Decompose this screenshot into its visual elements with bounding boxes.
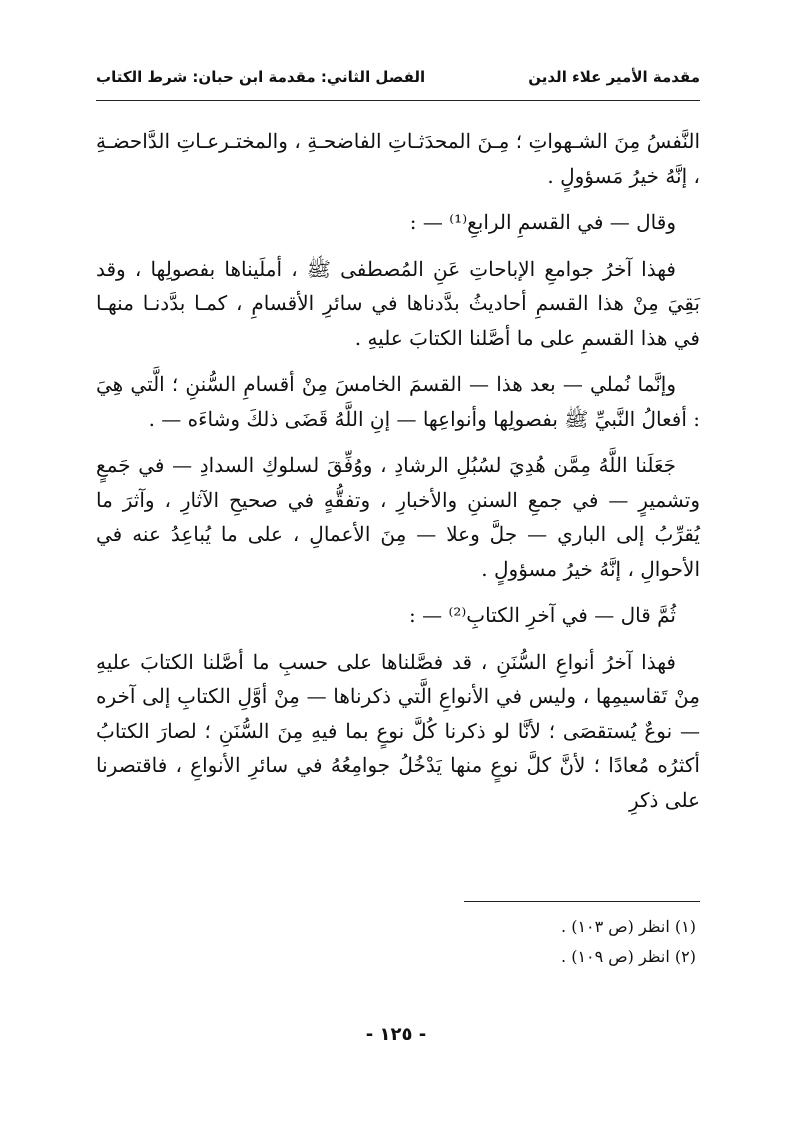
footnote-divider	[464, 901, 700, 902]
paragraph: ثُمَّ قال — في آخرِ الكتابِ⁽²⁾ — :	[408, 603, 676, 627]
paragraph: النَّفسُ مِنَ الشـهواتِ ؛ مِـنَ المحدَثـاتِ الفاضحـةِ ، والمختـرعـاتِ الدَّاحضـةِ ، إنَّهُ خيرُ مَسؤولٍ .	[96, 129, 700, 188]
page-number: - ١٢٥ -	[365, 1024, 427, 1045]
paragraph: جَعَلَنا اللَّهُ مِمَّن هُدِيَ لسُبُلِ الرشادِ ، ووُفِّقَ لسلوكِ السدادِ — في جَمعٍ وتشميرٍ — في جمعِ السننِ والأخبارِ ، وتفقُّهٍ في صحيحِ الآثارِ ، وآثرَ ما يُقرِّبُ إلى الباري — جلَّ وعلا — مِنَ الأعمالِ ، على ما يُباعِدُ عنه في الأحوالِ ، إنَّهُ خيرُ مسؤولٍ .	[96, 453, 701, 581]
footnote: (٢) انظر (ص ١٠٩) .	[561, 947, 696, 966]
paragraph: فهذا آخرُ جوامعِ الإباحاتِ عَنِ المُصطفى ﷺ ، أملَيناها بفصولِها ، وقد بَقِيَ مِنْ هذا القسمِ أحاديثُ بدَّدناها في سائرِ الأقسامِ ، كمـا بدَّدنـا منهـا في هذا القسمِ على ما أصَّلنا الكتابَ عليهِ .	[96, 256, 700, 350]
footnote: (١) انظر (ص ١٠٣) .	[561, 917, 696, 936]
chapter-title: الفصل الثاني: مقدمة ابن حبان: شرط الكتاب	[96, 68, 426, 86]
running-header	[96, 62, 700, 96]
main-text	[96, 124, 700, 829]
paragraph: وقال — في القسمِ الرابعِ⁽¹⁾ — :	[409, 210, 676, 234]
footnotes	[92, 912, 696, 972]
paragraph: فهذا آخرُ أنواعِ السُّنَنِ ، قد فصَّلناها على حسبِ ما أصَّلنا الكتابَ عليهِ مِنْ تَقاسيمِها ، وليس في الأنواعِ الَّتي ذكرناها — مِنْ أوَّلِ الكتابِ إلى آخره — نوعٌ يُستقصَى ؛ لأنَّا لو ذكرنا كُلَّ نوعٍ بما فيهِ مِنَ السُّنَنِ ؛ لصارَ الكتابُ أكثرُه مُعادًا ؛ لأنَّ كلَّ نوعٍ منها يَدْخُلُ جوامِعُهُ في سائرِ الأنواعِ ، فاقتصرنا على ذكرِ	[96, 649, 700, 812]
book-title: مقدمة الأمير علاء الدين	[528, 68, 700, 86]
header-divider	[96, 100, 700, 101]
paragraph: وإنَّما نُملي — بعد هذا — القسمَ الخامسَ مِنْ أقسامِ السُّننِ ؛ الَّتي هِيَ : أفعالُ النَّبيِّ ﷺ بفصولِها وأنواعِها — إنِ اللَّهُ قَضَى ذلكَ وشاءَه — .	[96, 372, 700, 431]
